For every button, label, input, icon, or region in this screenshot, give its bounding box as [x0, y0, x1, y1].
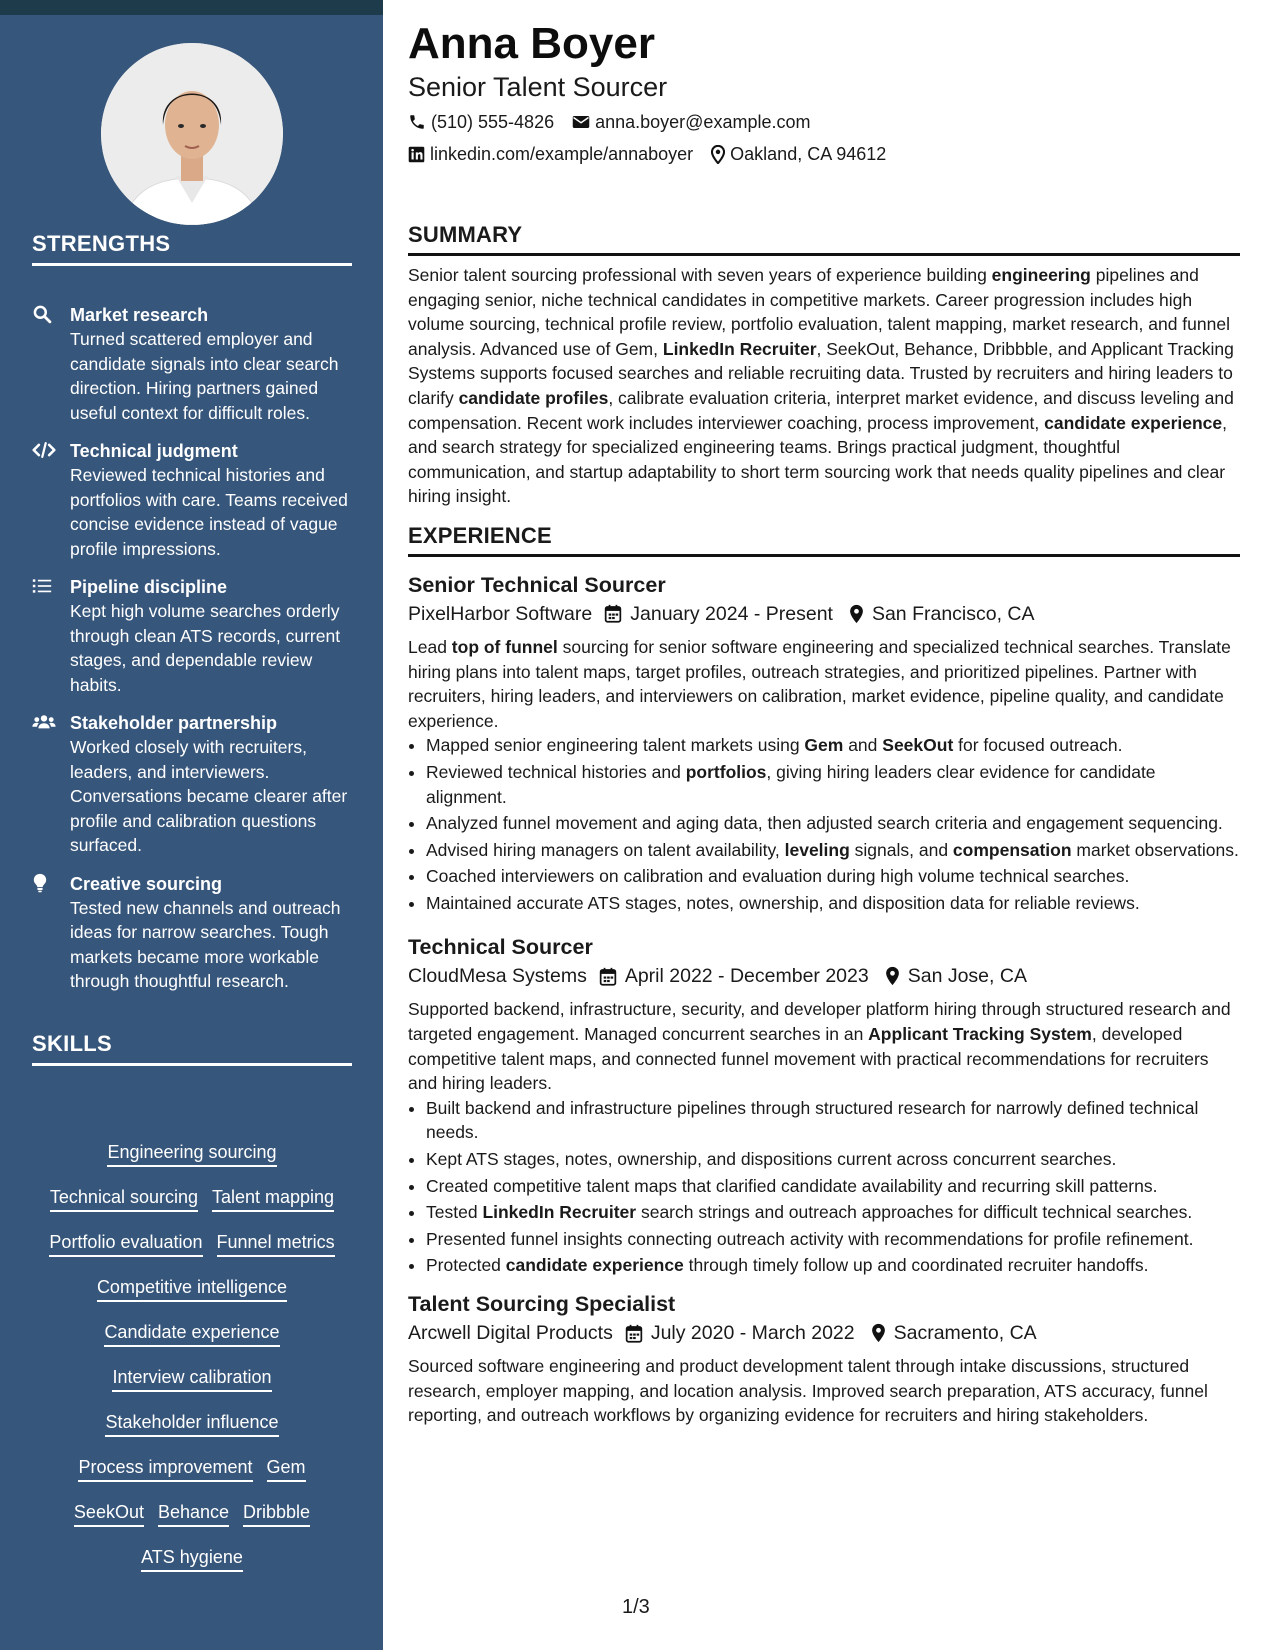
map-pin-icon: [849, 604, 864, 624]
job-summary: [408, 1354, 1240, 1428]
job-meta: [408, 599, 1240, 629]
jobs-list: [408, 571, 1240, 1428]
bold-term: LinkedIn Recruiter: [482, 1202, 637, 1223]
skill-tag: Gem: [267, 1456, 306, 1482]
email-text[interactable]: anna.boyer@example.com: [595, 112, 811, 132]
text-run: Maintained accurate ATS stages, notes, ownership, and disposition data for reliable reviews.: [426, 892, 1140, 913]
skill-row: [32, 1231, 352, 1258]
list-item: [426, 864, 1240, 889]
company-name: Arcwell Digital Products: [408, 1322, 613, 1344]
company-name: CloudMesa Systems: [408, 965, 587, 988]
envelope-icon: [572, 114, 590, 130]
candidate-title: Senior Talent Sourcer: [408, 72, 668, 102]
text-run: sourcing for senior software engineering and specialized technical searches. Translate hiring plans into talent maps, target profiles, outreach strategies, and prioritized pipelines. Partner with recruiters, hiring leaders, and interviewers on calibration, market evidence, pipeline quality, and candidate experience.: [408, 636, 1231, 731]
strengths-list: [32, 303, 352, 1008]
contact-row-2: [408, 138, 1240, 170]
job-meta: [408, 961, 1240, 991]
skill-row: [32, 1186, 352, 1213]
list-item: [426, 838, 1240, 863]
map-pin-icon: [711, 145, 725, 164]
text-run: pipelines and engaging senior, niche technical candidates in competitive markets. Career progression includes high volume sourcing, technical profile review, portfolio evaluation, talent mapping, market research, and funnel analysis. Advanced use of Gem,: [408, 265, 1230, 359]
strength-item: [32, 872, 352, 994]
location-text: Oakland, CA 94612: [730, 144, 887, 164]
experience-heading: EXPERIENCE: [408, 523, 1240, 557]
bold-term: SeekOut: [882, 735, 954, 756]
linkedin-item[interactable]: [408, 138, 693, 170]
page-number: 1/3: [622, 1596, 650, 1618]
skill-tag: Competitive intelligence: [97, 1276, 287, 1302]
map-pin-icon: [885, 966, 900, 986]
strength-description: Tested new channels and outreach ideas for narrow searches. Tough markets became more workable through thoughtful research.: [70, 897, 341, 991]
job-location: San Francisco, CA: [871, 602, 1035, 625]
code-icon: [32, 439, 70, 461]
list-item: [426, 1147, 1240, 1172]
summary-heading: SUMMARY: [408, 222, 1240, 256]
text-run: Kept ATS stages, notes, ownership, and dispositions current across concurrent searches.: [426, 1149, 1117, 1170]
skill-row: [32, 1456, 352, 1483]
skill-tag: Process improvement: [78, 1456, 252, 1482]
text-run: Reviewed technical histories and: [426, 761, 686, 782]
strength-title: Stakeholder partnership: [70, 713, 278, 733]
text-run: Coached interviewers on calibration and evaluation during high volume technical searches.: [426, 866, 1130, 887]
text-run: Supported backend, infrastructure, security, and developer platform hiring through structured research and targeted engagement. Managed concurrent searches in an: [408, 999, 1231, 1045]
strength-title: Pipeline discipline: [70, 577, 228, 597]
skill-row: [32, 1366, 352, 1393]
sidebar: [0, 15, 383, 1650]
skill-tag: Dribbble: [243, 1501, 310, 1527]
text-run: Advised hiring managers on talent availability,: [426, 839, 785, 860]
list-item: [426, 1096, 1240, 1145]
calendar-icon: [625, 1324, 643, 1343]
skill-row: [32, 1321, 352, 1348]
skill-row: [32, 1411, 352, 1438]
bold-term: candidate experience: [1044, 412, 1223, 433]
bold-term: top of funnel: [451, 636, 558, 657]
lightbulb-icon: [32, 872, 70, 894]
phone-icon: [408, 113, 426, 131]
job-location: Sacramento, CA: [893, 1322, 1037, 1344]
skill-tag: Technical sourcing: [50, 1186, 198, 1212]
strength-description: Kept high volume searches orderly through clean ATS records, current stages, and dependable review habits.: [70, 601, 341, 695]
text-run: , SeekOut, Behance, Dribbble, and Applicant Tracking Systems supports focused searches and reliable recruiting data. Trusted by recruiters and hiring leaders to clarify: [408, 338, 1234, 408]
job-title: Talent Sourcing Specialist: [408, 1292, 676, 1316]
list-item: [426, 1227, 1240, 1252]
job-summary: [408, 997, 1240, 1095]
map-pin-icon: [871, 1323, 886, 1343]
skill-tag: Behance: [158, 1501, 229, 1527]
text-run: Built backend and infrastructure pipelines through structured research for narrowly defined technical needs.: [426, 1097, 1199, 1143]
text-run: market observations.: [1071, 839, 1239, 860]
list-icon: [32, 575, 70, 597]
list-item: [426, 891, 1240, 916]
list-item: [426, 811, 1240, 836]
strength-item: [32, 303, 352, 425]
strength-item: [32, 711, 352, 858]
text-run: Presented funnel insights connecting outreach activity with recommendations for profile refinement.: [426, 1228, 1194, 1249]
skill-tag: Engineering sourcing: [107, 1141, 276, 1167]
text-run: , developed competitive talent maps, and connected funnel movement with practical recommendations for recruiters and hiring leaders.: [408, 1024, 1209, 1094]
avatar: [101, 43, 283, 225]
text-run: Mapped senior engineering talent markets using: [426, 735, 805, 756]
skill-tag: Stakeholder influence: [105, 1411, 278, 1437]
skill-tag: ATS hygiene: [141, 1546, 243, 1572]
bold-term: Gem: [804, 735, 844, 756]
users-icon: [32, 711, 70, 733]
bold-term: Applicant Tracking System: [868, 1024, 1092, 1045]
skill-row: [32, 1546, 352, 1573]
search-icon: [32, 303, 70, 325]
job-bullets: [408, 733, 1240, 915]
calendar-icon: [604, 604, 622, 623]
skill-tag: SeekOut: [74, 1501, 144, 1527]
summary-paragraph: [408, 263, 1240, 509]
text-run: Sourced software engineering and product development talent through intake discussions, structured research, employer mapping, and location analysis. Improved search preparation, ATS accuracy, funnel reporting, and outreach workflows by organizing evidence for recruiters and hiring stakeholders.: [408, 1356, 1208, 1426]
strength-title: Creative sourcing: [70, 873, 223, 894]
list-item: [426, 733, 1240, 758]
text-run: Senior talent sourcing professional with seven years of experience building: [408, 265, 992, 285]
text-run: Analyzed funnel movement and aging data, then adjusted search criteria and engagement sequencing.: [426, 813, 1223, 834]
main-content: [408, 18, 1240, 1428]
skills-list: [32, 1141, 352, 1591]
linkedin-text[interactable]: linkedin.com/example/annaboyer: [430, 144, 694, 164]
job-dates: July 2020 - March 2022: [650, 1322, 855, 1344]
job-bullets: [408, 1096, 1240, 1278]
top-accent-bar: [0, 0, 383, 15]
bold-term: compensation: [952, 839, 1072, 860]
strength-title: Market research: [70, 305, 209, 325]
text-run: signals, and: [849, 839, 953, 860]
candidate-name: Anna Boyer: [408, 19, 655, 68]
bold-term: leveling: [784, 839, 850, 860]
skill-tag: Talent mapping: [212, 1186, 334, 1212]
strength-item: [32, 439, 352, 561]
text-run: , giving hiring leaders clear evidence for candidate alignment.: [426, 761, 1156, 807]
text-run: Created competitive talent maps that clarified candidate availability and recurring skill patterns.: [426, 1175, 1158, 1196]
text-run: , calibrate evaluation criteria, interpret market evidence, and discuss leveling and compensation. Recent work includes interviewer coaching, process improvement,: [408, 387, 1234, 433]
skill-row: [32, 1501, 352, 1528]
skill-row: [32, 1141, 352, 1168]
job-summary: [408, 635, 1240, 733]
text-run: search strings and outreach approaches for difficult technical searches.: [636, 1202, 1193, 1223]
strength-description: Worked closely with recruiters, leaders, and interviewers. Conversations became clearer after profile and calibration questions surfaced.: [70, 737, 348, 855]
skill-tag: Portfolio evaluation: [49, 1231, 202, 1257]
bold-term: candidate profiles: [458, 387, 609, 408]
job-entry: [408, 933, 1240, 1278]
email-item[interactable]: [572, 106, 810, 138]
job-dates: January 2024 - Present: [630, 602, 833, 625]
strengths-heading: STRENGTHS: [32, 231, 352, 266]
list-item: [426, 760, 1240, 809]
strength-title: Technical judgment: [70, 441, 238, 461]
contact-row-1: [408, 106, 1240, 138]
strength-description: Turned scattered employer and candidate signals into clear search direction. Hiring partners gained useful context for difficult roles.: [70, 329, 339, 423]
text-run: , and search strategy for specialized engineering teams. Brings practical judgment, thoughtful communication, and startup adaptability to short term sourcing work that needs quality pipelines and clear hiring insight.: [408, 412, 1228, 507]
job-title: Technical Sourcer: [408, 935, 593, 960]
job-title: Senior Technical Sourcer: [408, 572, 666, 597]
bold-term: candidate experience: [505, 1255, 684, 1276]
text-run: Lead: [408, 636, 452, 657]
job-entry: [408, 1290, 1240, 1428]
list-item: [426, 1200, 1240, 1225]
text-run: Tested: [426, 1202, 483, 1223]
list-item: [426, 1174, 1240, 1199]
job-entry: [408, 571, 1240, 916]
company-name: PixelHarbor Software: [408, 602, 593, 625]
text-run: and: [843, 735, 883, 756]
text-run: through timely follow up and coordinated recruiter handoffs.: [683, 1255, 1149, 1276]
skill-tag: Funnel metrics: [217, 1231, 335, 1257]
location-item: [711, 138, 886, 170]
list-item: [426, 1253, 1240, 1278]
strength-description: Reviewed technical histories and portfolios with care. Teams received concise evidence instead of vague profile impressions.: [70, 465, 348, 559]
text-run: Protected: [426, 1255, 506, 1276]
bold-term: LinkedIn Recruiter: [662, 338, 817, 359]
phone-item: [408, 106, 554, 138]
skill-tag: Candidate experience: [104, 1321, 279, 1347]
linkedin-icon: [408, 146, 425, 163]
skill-tag: Interview calibration: [112, 1366, 271, 1392]
calendar-icon: [599, 967, 617, 986]
skill-row: [32, 1276, 352, 1303]
job-dates: April 2022 - December 2023: [624, 965, 869, 988]
text-run: for focused outreach.: [953, 735, 1123, 756]
job-meta: [408, 1318, 1240, 1348]
phone-text: (510) 555-4826: [431, 112, 555, 132]
bold-term: engineering: [991, 265, 1091, 285]
strength-item: [32, 575, 352, 697]
job-location: San Jose, CA: [907, 965, 1027, 988]
bold-term: portfolios: [685, 761, 767, 782]
skills-heading: SKILLS: [32, 1031, 352, 1066]
